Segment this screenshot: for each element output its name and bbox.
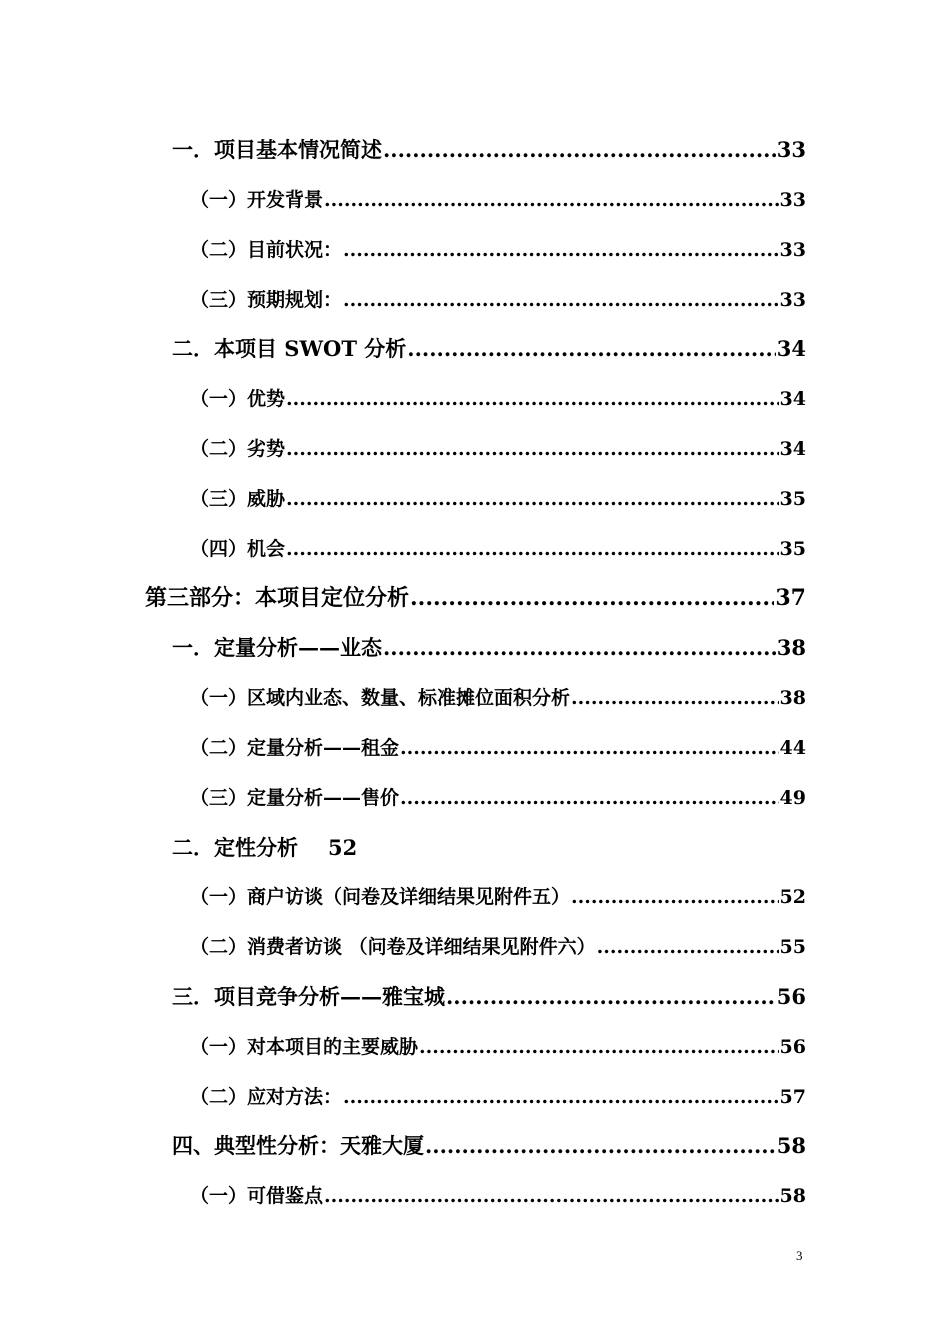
toc-entry-page: 33 (779, 189, 806, 211)
toc-leader-dots (571, 881, 779, 913)
toc-entry[interactable] (172, 333, 806, 365)
toc-entry-label: （三）威胁 (190, 488, 286, 510)
toc-entry[interactable] (190, 433, 806, 465)
toc-entry[interactable] (190, 732, 806, 764)
toc-entry[interactable] (190, 931, 806, 963)
toc-entry-page: 55 (779, 936, 806, 958)
toc-entry-label: （一）商户访谈（问卷及详细结果见附件五） (190, 886, 571, 908)
toc-entry-page: 33 (779, 239, 806, 261)
toc-leader-dots (571, 682, 779, 714)
toc-entry-label: （一）开发背景 (190, 189, 324, 211)
toc-entry-page: 33 (776, 137, 806, 162)
toc-leader-dots (343, 284, 779, 316)
toc-leader-dots (343, 234, 779, 266)
toc-leader-dots (425, 1130, 776, 1162)
toc-entry-page: 38 (779, 687, 806, 709)
toc-entry-page: 34 (779, 438, 806, 460)
toc-entry-page: 33 (779, 289, 806, 311)
toc-entry[interactable] (190, 184, 806, 216)
toc-leader-dots (410, 582, 774, 614)
toc-entry[interactable] (190, 1031, 806, 1063)
toc-entry[interactable] (190, 284, 806, 316)
toc-entry-page: 56 (779, 1036, 806, 1058)
toc-leader-dots (446, 981, 776, 1013)
toc-entry-page: 58 (779, 1185, 806, 1207)
toc-entry-label: （二）目前状况： (190, 239, 343, 261)
toc-leader-dots (324, 1180, 779, 1212)
toc-entry-label: （一）可借鉴点 (190, 1185, 324, 1207)
toc-entry[interactable] (190, 1180, 806, 1212)
toc-entry[interactable] (172, 832, 357, 864)
toc-entry-label: 四、典型性分析：天雅大厦 (172, 1133, 424, 1158)
toc-entry-page: 52 (328, 835, 358, 860)
toc-entry[interactable] (190, 782, 806, 814)
toc-entry-label: （二）消费者访谈 （问卷及详细结果见附件六） (190, 936, 596, 958)
toc-entry[interactable] (172, 981, 806, 1013)
toc-entry-label: （二）劣势 (190, 438, 286, 460)
toc-entry[interactable] (190, 383, 806, 415)
toc-leader-dots (286, 383, 779, 415)
page-number: 3 (796, 1248, 803, 1263)
toc-entry[interactable] (190, 533, 806, 565)
toc-entry-page: 37 (775, 585, 806, 611)
toc-entry-label: （三）预期规划： (190, 289, 343, 311)
toc-leader-dots (286, 533, 779, 565)
toc-leader-dots (419, 1031, 779, 1063)
toc-entry-page: 52 (779, 886, 806, 908)
toc-leader-dots (407, 333, 775, 365)
toc-entry[interactable] (190, 881, 806, 913)
toc-leader-dots (400, 732, 779, 764)
toc-entry-label: （一）优势 (190, 388, 286, 410)
toc-leader-dots (400, 782, 779, 814)
toc-leader-dots (286, 483, 779, 515)
toc-entry-page: 35 (779, 538, 806, 560)
toc-entry-page: 49 (779, 787, 806, 809)
toc-entry-label: 第三部分：本项目定位分析 (145, 585, 410, 611)
toc-entry-label: （一）对本项目的主要威胁 (190, 1036, 419, 1058)
toc-entry-label: 三．项目竞争分析——雅宝城 (172, 984, 445, 1009)
toc-entry-label: （三）定量分析——售价 (190, 787, 400, 809)
toc-leader-dots (343, 1081, 779, 1113)
toc-entry-label: 二．定性分析 (172, 835, 298, 860)
toc-entry-page: 44 (779, 737, 806, 759)
toc-entry[interactable] (190, 483, 806, 515)
toc-entry[interactable] (190, 234, 806, 266)
toc-entry-page: 58 (776, 1133, 806, 1158)
toc-entry-label: （二）应对方法： (190, 1086, 343, 1108)
toc-leader-dots (383, 134, 776, 166)
toc-leader-dots (597, 931, 779, 963)
toc-entry[interactable] (172, 632, 806, 664)
toc-entry-label: （二）定量分析——租金 (190, 737, 400, 759)
toc-entry-label: 一．项目基本情况简述 (172, 137, 382, 162)
toc-entry[interactable] (172, 1130, 806, 1162)
toc-entry-page: 35 (779, 488, 806, 510)
toc-entry-page: 57 (779, 1086, 806, 1108)
toc-entry[interactable] (172, 134, 806, 166)
toc-entry[interactable] (145, 582, 806, 614)
toc-leader-dots (383, 632, 776, 664)
toc-entry[interactable] (190, 682, 806, 714)
toc-leader-dots (286, 433, 779, 465)
toc-entry-label: （一）区域内业态、数量、标准摊位面积分析 (190, 687, 571, 709)
toc-entry-label: 一．定量分析——业态 (172, 635, 382, 660)
toc-entry-label: 二．本项目 SWOT 分析 (172, 336, 407, 361)
toc-entry[interactable] (190, 1081, 806, 1113)
toc-entry-label: （四）机会 (190, 538, 286, 560)
toc-entry-page: 38 (776, 635, 806, 660)
toc-leader-dots (324, 184, 779, 216)
toc-entry-page: 34 (779, 388, 806, 410)
toc-entry-page: 34 (776, 336, 806, 361)
toc-entry-page: 56 (776, 984, 806, 1009)
